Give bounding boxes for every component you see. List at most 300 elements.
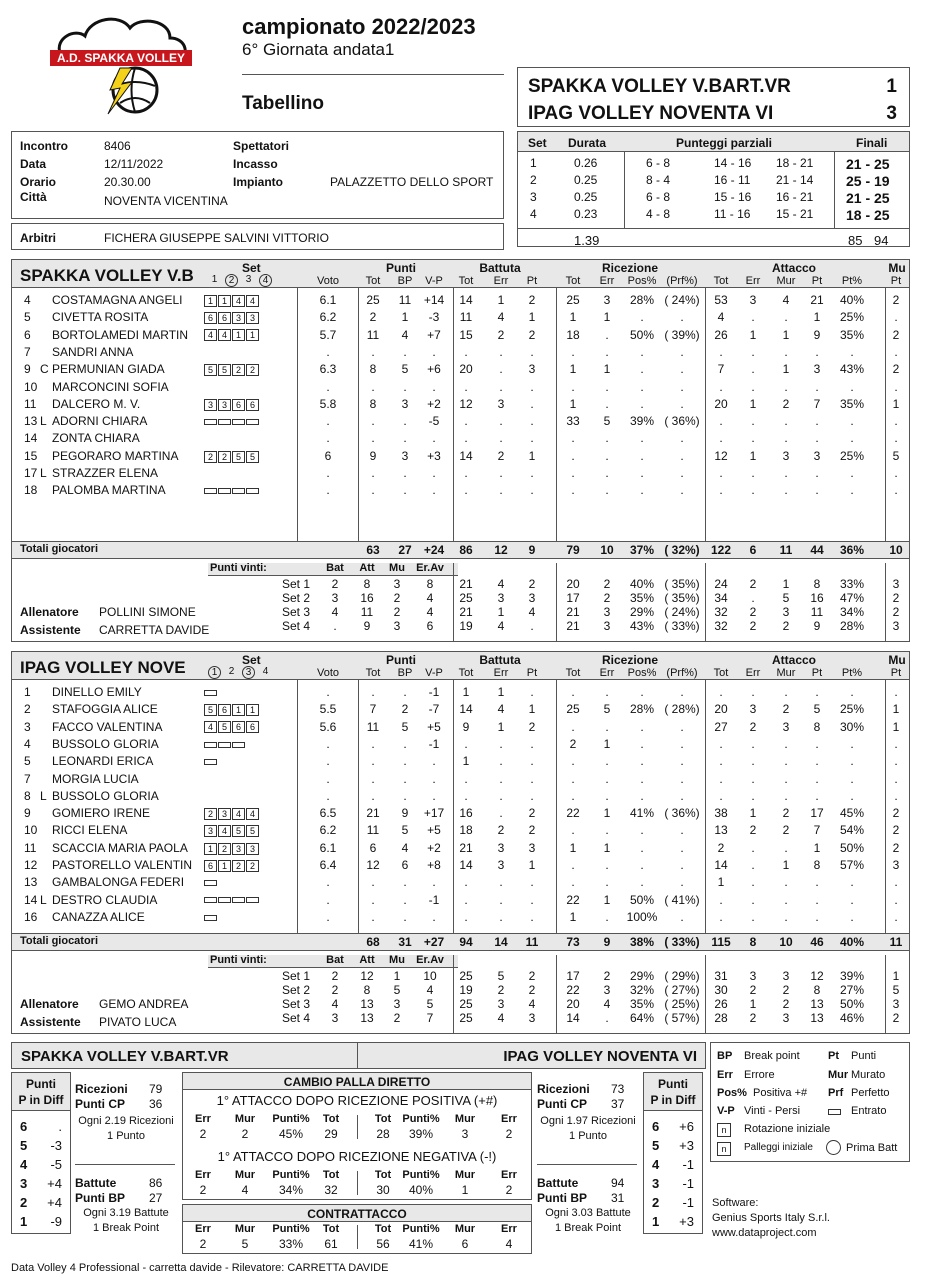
stat-bt: 14 bbox=[459, 702, 473, 717]
player-set-rotations bbox=[204, 702, 260, 716]
grid-value: 4 bbox=[241, 1183, 249, 1197]
rotation-box: 5 bbox=[246, 451, 259, 463]
set-stat-re: 2 bbox=[603, 969, 611, 983]
stat-mu: . bbox=[894, 909, 898, 924]
stat-bt: 20 bbox=[459, 362, 473, 377]
set-stat-bt: 19 bbox=[459, 983, 473, 997]
player-name: PASTORELLO VALENTIN bbox=[52, 858, 193, 872]
rotation-box: 5 bbox=[232, 825, 245, 837]
stat-mu: . bbox=[894, 771, 898, 786]
player-number: 13 bbox=[24, 414, 38, 429]
stat-re: . bbox=[605, 875, 609, 890]
stat-bpt: 1 bbox=[528, 448, 536, 463]
stat-vp: . bbox=[432, 754, 436, 769]
rotation-diff: -9 bbox=[50, 1214, 62, 1229]
stat-bpt: . bbox=[530, 892, 534, 907]
stat-bpt: . bbox=[530, 344, 534, 359]
set-stat-am: 3 bbox=[782, 1011, 790, 1025]
set-stat-at: 32 bbox=[714, 619, 728, 633]
stat-re: 1 bbox=[603, 840, 611, 855]
stat-bt: 1 bbox=[462, 754, 470, 769]
stat-rt: . bbox=[571, 719, 575, 734]
stat-tot: . bbox=[371, 483, 375, 498]
rotation-diff: -1 bbox=[682, 1195, 694, 1210]
stat-rprf: . bbox=[680, 909, 684, 924]
rotation-diff: +3 bbox=[679, 1138, 694, 1153]
set-stat-app: 50% bbox=[839, 997, 865, 1011]
legend-pos-text: Positiva +# bbox=[753, 1087, 808, 1099]
set-stat-bpt: 2 bbox=[528, 983, 536, 997]
stat-apt: 3 bbox=[813, 448, 821, 463]
stat-rprf: . bbox=[680, 344, 684, 359]
pv-bat: 2 bbox=[331, 969, 339, 983]
stat-bt: 1 bbox=[462, 685, 470, 699]
set-durata: 0.25 bbox=[574, 190, 598, 204]
stat-vp: . bbox=[432, 788, 436, 803]
stat-mu: . bbox=[894, 788, 898, 803]
rotation-box: 5 bbox=[204, 364, 217, 376]
stat-apt: 8 bbox=[813, 858, 821, 872]
stat-at: . bbox=[719, 344, 723, 359]
pt-col-header: Pt bbox=[811, 275, 823, 287]
team1-table bbox=[11, 259, 910, 642]
player-row bbox=[12, 685, 909, 702]
legend-palleggio-icon: n bbox=[717, 1142, 731, 1156]
pv-mu: 2 bbox=[393, 605, 401, 619]
stat-rpos: . bbox=[640, 379, 644, 394]
rotation-position: 2 bbox=[20, 1195, 28, 1210]
legend-prf-text: Perfetto bbox=[851, 1087, 890, 1099]
allenatore-name: POLLINI SIMONE bbox=[99, 605, 196, 619]
set-stat-rt: 20 bbox=[566, 997, 580, 1011]
rotation-position: 2 bbox=[652, 1195, 660, 1210]
stat-rt: . bbox=[571, 466, 575, 480]
stat-app: 25% bbox=[839, 310, 865, 325]
set-results-box bbox=[517, 131, 910, 247]
stat-rprf: . bbox=[680, 736, 684, 751]
player-name: MARCONCINI SOFIA bbox=[52, 379, 169, 394]
allenatore-name: GEMO ANDREA bbox=[99, 997, 189, 1011]
stat-be: . bbox=[499, 875, 503, 890]
stat-rpos: 41% bbox=[629, 806, 655, 821]
stat-rt: 2 bbox=[569, 736, 577, 751]
stat-bt: 18 bbox=[459, 823, 473, 838]
rotation-box: 6 bbox=[204, 860, 217, 872]
total-rpos: 37% bbox=[629, 543, 655, 557]
software-url: www.dataproject.com bbox=[712, 1227, 817, 1239]
player-set-rotations bbox=[204, 893, 260, 907]
stat-tot: . bbox=[371, 909, 375, 924]
set-stat-bt: 25 bbox=[459, 969, 473, 983]
home-pbp-value: 27 bbox=[149, 1191, 163, 1205]
stat-at: . bbox=[719, 909, 723, 924]
stat-rprf: . bbox=[680, 823, 684, 838]
player-row bbox=[12, 466, 909, 483]
player-row bbox=[12, 362, 909, 379]
stat-mu: 5 bbox=[892, 448, 900, 463]
stat-am: . bbox=[784, 379, 788, 394]
total-points-away: 94 bbox=[874, 233, 889, 248]
pv-mu: 2 bbox=[393, 591, 401, 605]
stat-am: 3 bbox=[782, 719, 790, 734]
stat-bp: 3 bbox=[401, 396, 409, 411]
stat-voto: . bbox=[326, 483, 330, 498]
stat-apt: . bbox=[815, 909, 819, 924]
player-row bbox=[12, 910, 909, 927]
player-name: STRAZZER ELENA bbox=[52, 466, 159, 480]
rotation-box: 4 bbox=[204, 721, 217, 733]
legend-prima-batt-text: Prima Batt bbox=[846, 1142, 898, 1154]
rotation-box: 5 bbox=[218, 364, 231, 376]
stat-rprf: . bbox=[680, 875, 684, 890]
stat-app: 25% bbox=[839, 702, 865, 717]
stat-vp: -1 bbox=[428, 892, 440, 907]
set-stat-bt: 21 bbox=[459, 577, 473, 591]
total-ae: 6 bbox=[749, 543, 757, 557]
entered-marker bbox=[204, 897, 217, 903]
stat-ae: . bbox=[751, 771, 755, 786]
assistente-name: CARRETTA DAVIDE bbox=[99, 623, 210, 637]
stat-at: . bbox=[719, 771, 723, 786]
stat-be: . bbox=[499, 379, 503, 394]
stat-be: . bbox=[499, 909, 503, 924]
stat-app: . bbox=[850, 483, 854, 498]
pv-att: 11 bbox=[360, 605, 374, 619]
set-stat-mu: 3 bbox=[892, 577, 900, 591]
entered-marker bbox=[204, 419, 217, 425]
player-row bbox=[12, 772, 909, 789]
stat-rprf: . bbox=[680, 379, 684, 394]
stat-mu: 2 bbox=[892, 823, 900, 838]
away-pdiff-title: P in Diff bbox=[650, 1093, 696, 1107]
stat-rprf: . bbox=[680, 858, 684, 872]
stat-rprf: . bbox=[680, 396, 684, 411]
legend-err: Err bbox=[717, 1069, 733, 1081]
stat-be: 4 bbox=[497, 702, 505, 717]
stat-bpt: . bbox=[530, 431, 534, 446]
stat-bp: 5 bbox=[401, 823, 409, 838]
set-stat-rpos: 29% bbox=[629, 605, 655, 619]
set-stat-at: 30 bbox=[714, 983, 728, 997]
grid-header: Tot bbox=[374, 1169, 392, 1181]
pv-att: 8 bbox=[363, 983, 371, 997]
grid-header: Tot bbox=[322, 1113, 340, 1125]
stat-rpos: . bbox=[640, 771, 644, 786]
stat-rprf: . bbox=[680, 685, 684, 699]
stat-at: . bbox=[719, 431, 723, 446]
rotation-box: 1 bbox=[218, 295, 231, 307]
pv-erav: 5 bbox=[426, 997, 434, 1011]
stat-apt: 8 bbox=[813, 719, 821, 734]
set-stat-am: 1 bbox=[782, 577, 790, 591]
stat-bp: 11 bbox=[398, 293, 412, 307]
stat-re: . bbox=[605, 858, 609, 872]
stat-bp: . bbox=[403, 431, 407, 446]
player-number: 15 bbox=[24, 448, 38, 463]
set-stat-bpt: 2 bbox=[528, 577, 536, 591]
stat-rt: 25 bbox=[566, 702, 580, 717]
stat-am: . bbox=[784, 840, 788, 855]
player-name: RICCI ELENA bbox=[52, 823, 128, 838]
set-stat-rprf: ( 57%) bbox=[664, 1011, 700, 1025]
pos-title: 1° ATTACCO DOPO RICEZIONE POSITIVA (+#) bbox=[216, 1093, 498, 1108]
stat-vp: -1 bbox=[428, 685, 440, 699]
rotation-box: 2 bbox=[204, 808, 217, 820]
home-bat-value: 86 bbox=[149, 1176, 163, 1190]
set-final: 21 - 25 bbox=[846, 190, 890, 206]
pv-mu: 1 bbox=[393, 969, 401, 983]
pv-att: 13 bbox=[360, 997, 374, 1011]
stat-vp: +14 bbox=[423, 293, 445, 307]
stat-bpt: . bbox=[530, 788, 534, 803]
rotation-diff: +4 bbox=[47, 1176, 62, 1191]
match-info-box bbox=[11, 131, 504, 219]
stat-apt: 21 bbox=[810, 293, 824, 307]
stat-ae: . bbox=[751, 754, 755, 769]
set-final: 25 - 19 bbox=[846, 173, 890, 189]
player-row bbox=[12, 858, 909, 875]
allenatore-label: Allenatore bbox=[20, 997, 79, 1011]
player-name: ZONTA CHIARA bbox=[52, 431, 140, 446]
pv-mu-header: Mu bbox=[389, 562, 405, 574]
stat-bpt: . bbox=[530, 483, 534, 498]
stat-am: 1 bbox=[782, 327, 790, 342]
home-pbp-label: Punti BP bbox=[75, 1191, 125, 1205]
set-stat-mu: 5 bbox=[892, 983, 900, 997]
rotation-diff: +3 bbox=[679, 1214, 694, 1229]
entered-marker bbox=[246, 488, 259, 494]
stat-rt: . bbox=[571, 431, 575, 446]
stat-bpt: 2 bbox=[528, 823, 536, 838]
rotation-box: 3 bbox=[204, 825, 217, 837]
totals-label: Totali giocatori bbox=[20, 543, 99, 555]
ricezione-group-header: Ricezione bbox=[601, 261, 658, 275]
set-stat-label: Set 1 bbox=[281, 577, 310, 591]
tot-col-header: Tot bbox=[458, 667, 474, 679]
player-name: PERMUNIAN GIADA bbox=[52, 362, 165, 377]
stat-rpos: . bbox=[640, 448, 644, 463]
rotation-box: 2 bbox=[204, 451, 217, 463]
player-set-rotations bbox=[204, 858, 260, 872]
stat-vp: +2 bbox=[427, 396, 441, 411]
player-set-rotations bbox=[204, 328, 260, 342]
rotation-box: 4 bbox=[218, 825, 231, 837]
stat-mu: . bbox=[894, 875, 898, 890]
player-name: DINELLO EMILY bbox=[52, 685, 142, 699]
set-stat-rpos: 32% bbox=[629, 983, 655, 997]
legend-bp-text: Break point bbox=[744, 1050, 800, 1062]
set-stat-rprf: ( 35%) bbox=[664, 591, 700, 605]
grid-header: Mur bbox=[234, 1223, 256, 1235]
stat-vp: +5 bbox=[427, 719, 441, 734]
rotation-position: 5 bbox=[20, 1138, 28, 1153]
set-stat-re: 2 bbox=[603, 577, 611, 591]
stat-tot: . bbox=[371, 736, 375, 751]
entered-marker bbox=[204, 690, 217, 696]
stat-be: 1 bbox=[497, 293, 505, 307]
stat-mu: 1 bbox=[892, 719, 900, 734]
set-partial-2: 16 - 11 bbox=[714, 173, 751, 187]
stat-mu: 2 bbox=[892, 806, 900, 821]
stat-rpos: . bbox=[640, 466, 644, 480]
stat-re: . bbox=[605, 823, 609, 838]
player-row bbox=[12, 789, 909, 806]
player-number: 11 bbox=[24, 840, 37, 855]
entered-marker bbox=[218, 897, 231, 903]
stat-ae: . bbox=[751, 310, 755, 325]
stat-at: 7 bbox=[717, 362, 725, 377]
rotation-diff: -3 bbox=[50, 1138, 62, 1153]
pv-erav-header: Er.Av bbox=[416, 954, 444, 966]
pv-mu: 5 bbox=[393, 983, 401, 997]
stat-app: . bbox=[850, 788, 854, 803]
player-set-rotations bbox=[204, 685, 218, 699]
pv-erav: 6 bbox=[426, 619, 434, 633]
finali-header: Finali bbox=[856, 136, 888, 150]
rotation-box: 6 bbox=[218, 312, 231, 324]
stat-tot: 8 bbox=[369, 362, 377, 377]
club-logo bbox=[40, 8, 200, 118]
stat-bt: 11 bbox=[459, 310, 473, 325]
mur-col-header: Mur bbox=[776, 275, 796, 287]
player-number: 8 bbox=[24, 788, 31, 803]
stat-mu: . bbox=[894, 466, 898, 480]
stat-bt: . bbox=[464, 379, 468, 394]
stat-bpt: . bbox=[530, 771, 534, 786]
entered-marker bbox=[204, 742, 217, 748]
stat-voto: 5.6 bbox=[319, 719, 337, 734]
stat-am: 4 bbox=[782, 293, 790, 307]
stat-mu: 2 bbox=[892, 293, 900, 307]
stat-at: 1 bbox=[717, 875, 725, 890]
stat-bpt: 2 bbox=[528, 719, 536, 734]
punti-group-header: Punti bbox=[386, 261, 416, 275]
bottom-away-name: IPAG VOLLEY NOVENTA VI bbox=[503, 1048, 697, 1065]
set-number: 1 bbox=[530, 156, 537, 170]
stat-vp: . bbox=[432, 466, 436, 480]
grid-value: 34% bbox=[278, 1183, 304, 1197]
legend-entrato-icon bbox=[828, 1109, 841, 1115]
stat-voto: 5.5 bbox=[319, 702, 337, 717]
stat-app: . bbox=[850, 414, 854, 429]
player-role: L bbox=[40, 892, 47, 907]
total-at: 115 bbox=[711, 935, 731, 949]
player-number: 7 bbox=[24, 771, 31, 786]
stat-rprf: . bbox=[680, 466, 684, 480]
stat-apt: 9 bbox=[813, 327, 821, 342]
stat-be: . bbox=[499, 771, 503, 786]
set-stat-rprf: ( 24%) bbox=[664, 605, 700, 619]
grid-value: 2 bbox=[241, 1127, 249, 1141]
set-column-number: 4 bbox=[262, 666, 269, 677]
set-stat-label: Set 3 bbox=[281, 997, 310, 1011]
stat-vp: +7 bbox=[427, 327, 441, 342]
stat-bt: . bbox=[464, 431, 468, 446]
stat-bpt: . bbox=[530, 685, 534, 699]
set-stat-re: 4 bbox=[603, 997, 611, 1011]
rotation-box: 4 bbox=[232, 808, 245, 820]
rotation-box: 3 bbox=[218, 399, 231, 411]
grid-header: Mur bbox=[234, 1169, 256, 1181]
cambio-title: CAMBIO PALLA DIRETTO bbox=[283, 1075, 431, 1089]
stat-tot: . bbox=[371, 431, 375, 446]
stat-ae: . bbox=[751, 858, 755, 872]
player-set-rotations bbox=[204, 806, 260, 820]
player-row bbox=[12, 702, 909, 719]
set-stat-app: 46% bbox=[839, 1011, 865, 1025]
stat-app: 35% bbox=[839, 396, 865, 411]
stat-apt: . bbox=[815, 483, 819, 498]
stat-tot: 25 bbox=[366, 293, 380, 307]
set-stat-re: 3 bbox=[603, 619, 611, 633]
stat-apt: . bbox=[815, 379, 819, 394]
player-name: BORTOLAMEDI MARTIN bbox=[52, 327, 189, 342]
stat-rt: 25 bbox=[566, 293, 580, 307]
stat-rprf: ( 36%) bbox=[664, 806, 700, 821]
stat-bpt: 1 bbox=[528, 858, 536, 872]
set-stat-re: 2 bbox=[603, 591, 611, 605]
set-stat-label: Set 1 bbox=[281, 969, 310, 983]
stat-at: . bbox=[719, 379, 723, 394]
set-stat-be: 3 bbox=[497, 591, 505, 605]
pv-mu: 3 bbox=[393, 619, 401, 633]
grid-value: 40% bbox=[408, 1183, 434, 1197]
stat-app: . bbox=[850, 909, 854, 924]
player-row bbox=[12, 754, 909, 771]
entered-marker bbox=[232, 742, 245, 748]
away-bat-value: 94 bbox=[611, 1176, 625, 1190]
total-rpos: 38% bbox=[629, 935, 655, 949]
away-ric-value: 73 bbox=[611, 1082, 625, 1096]
rotation-box: 2 bbox=[218, 451, 231, 463]
assistente-label: Assistente bbox=[20, 623, 81, 637]
stat-at: . bbox=[719, 788, 723, 803]
err-col-header: Err bbox=[745, 275, 761, 287]
stat-rprf: ( 28%) bbox=[664, 702, 700, 717]
stat-at: . bbox=[719, 685, 723, 699]
stat-mu: . bbox=[894, 431, 898, 446]
set-stat-apt: 8 bbox=[813, 983, 821, 997]
grid-header: Err bbox=[501, 1169, 517, 1181]
round-subtitle: 6° Giornata andata1 bbox=[242, 40, 395, 59]
total-app: 36% bbox=[839, 543, 865, 557]
pv-mu-header: Mu bbox=[389, 954, 405, 966]
stat-tot: 12 bbox=[366, 858, 380, 872]
stat-bpt: 2 bbox=[528, 293, 536, 307]
stat-am: . bbox=[784, 685, 788, 699]
player-number: 4 bbox=[24, 293, 31, 307]
set-stat-ae: 2 bbox=[749, 1011, 757, 1025]
stat-be: 1 bbox=[497, 719, 505, 734]
player-number: 16 bbox=[24, 909, 38, 924]
tot-col-header: Tot bbox=[565, 667, 581, 679]
rotation-box: 1 bbox=[246, 704, 259, 716]
stat-be: . bbox=[499, 431, 503, 446]
rotation-box: 2 bbox=[232, 860, 245, 872]
score-box bbox=[517, 67, 910, 127]
set-partial-1: 4 - 8 bbox=[646, 207, 671, 221]
stat-rprf: . bbox=[680, 754, 684, 769]
stat-rprf: ( 39%) bbox=[664, 327, 700, 342]
stat-vp: -3 bbox=[428, 310, 440, 325]
stat-voto: . bbox=[326, 771, 330, 786]
stat-apt: . bbox=[815, 344, 819, 359]
stat-bt: 21 bbox=[459, 840, 473, 855]
player-set-rotations bbox=[204, 875, 218, 889]
rotation-box: 5 bbox=[204, 704, 217, 716]
stat-am: 2 bbox=[782, 806, 790, 821]
rotation-box: 6 bbox=[246, 399, 259, 411]
